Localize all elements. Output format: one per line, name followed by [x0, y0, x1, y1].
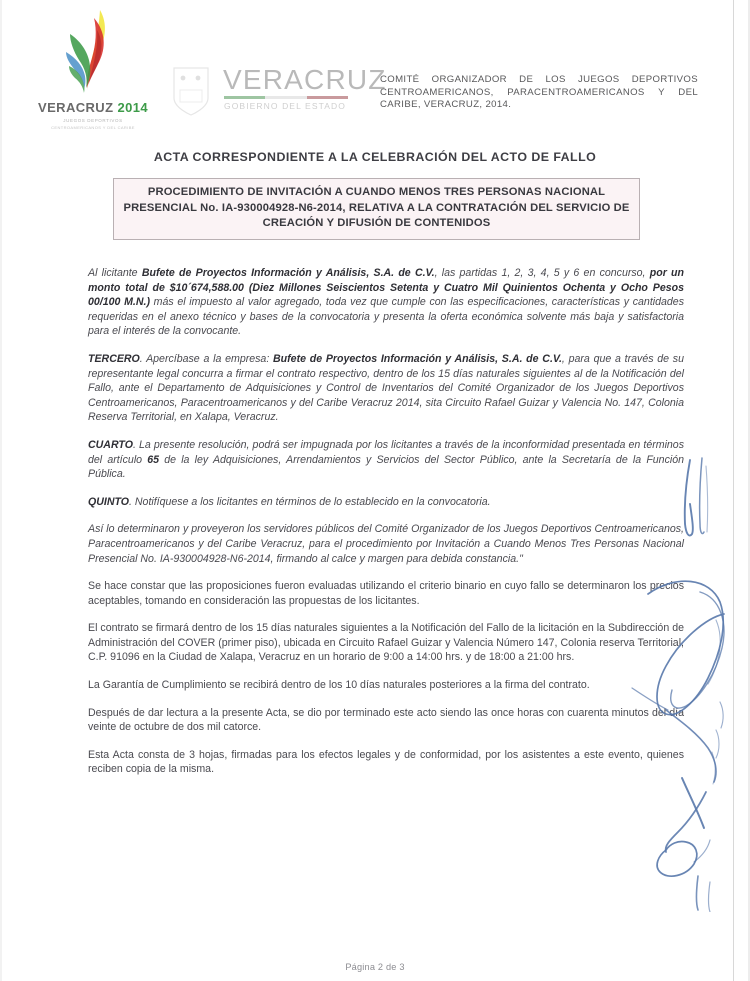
state-subtitle: GOBIERNO DEL ESTADO: [224, 101, 346, 111]
games-wordmark: [28, 100, 158, 130]
page-footer: Página 2 de 3: [345, 962, 405, 972]
paragraph-resolution-closing: Así lo determinaron y proveyeron los servidores públicos del Comité Organizador de los Juegos Deportivos Centroamericanos, Paracentroamericanos y del Caribe Veracruz, para el procedimiento por Invitación a Cuando Menos Tres Personas Nacional Presencial No. IA-930004928-N6-2014, firmando al calce y margen para debida constancia.": [88, 523, 684, 565]
p4-part-a: . Notifíquese a los licitantes en términos de lo establecido en la convocatoria.: [129, 495, 491, 508]
shield-icon: [168, 64, 214, 118]
scan-edge-left: [0, 0, 2, 981]
p1-part-a: Al licitante: [88, 267, 142, 279]
paragraph-contract-signing: El contrato se firmará dentro de los 15 días naturales siguientes a la Notificación del Fallo de la licitación en la Subdirección de Administración del COVER (primer piso), ubicada en Circuito Rafael Guizar y Valencia Número 147, Colonia reserva Territorial, C.P. 91096 en la Ciudad de Xalapa, Veracruz en un horario de 9:00 a 14:00 hrs. y de 18:00 a 21:00 hrs.: [88, 622, 684, 664]
state-government-logo: [168, 62, 387, 122]
paragraph-closing-time: Después de dar lectura a la presente Acta, se dio por terminado este acto siendo las once horas con cuarenta minutos del día veinte de octubre de dos mil catorce.: [88, 706, 684, 734]
page-title: ACTA CORRESPONDIENTE A LA CELEBRACIÓN DEL ACTO DE FALLO: [153, 150, 597, 164]
p1-part-c: , las partidas 1, 2, 3, 4, 5 y 6 en concurso,: [434, 267, 650, 279]
p2-label: TERCERO: [88, 352, 140, 365]
scan-edge-right: [733, 0, 734, 981]
paragraph-cuarto: [88, 438, 684, 482]
games-logo: [28, 8, 158, 134]
paragraph-guarantee: La Garantía de Cumplimiento se recibirá dentro de los 10 días naturales posteriores a la firma del contrato.: [88, 679, 590, 692]
state-wordmark: VERACRUZ: [223, 64, 387, 95]
p2-part-c: , para que a través de su representante legal concurra a firmar el contrato respectivo, dentro de los 15 días naturales siguientes al de la Notificación del Fallo, ante el Departamento de Adquisiciones y Control de Inventarios del Comité Organizador de los Juegos Deportivos Centroamericanos, Paracentroamericanos y del Caribe Veracruz 2014, sita Circuito Rafael Guizar y Valencia No. 147, Colonia Reserva Territorial, en Xalapa, Veracruz.: [88, 352, 684, 424]
paragraph-award: [88, 266, 684, 339]
p1-amount: por un monto total de $10´674,588.00 (Diez Millones Seiscientos Setenta y Cuatro Mil Quinientos Ochenta y Ocho Pesos 00/100 M.N.): [88, 267, 684, 309]
games-wordmark-veracruz: VERACRUZ: [38, 100, 118, 115]
p3-article-number: 65: [147, 453, 160, 466]
paragraph-binary-criterion: Se hace constar que las proposiciones fueron evaluadas utilizando el criterio binario en cuyo fallo se determinaron los precios aceptables, tomando en consideración las propuestas de los licitantes.: [88, 580, 684, 607]
p3-label: CUARTO: [88, 438, 133, 451]
paragraph-tercero: [88, 352, 684, 425]
games-tagline-1: JUEGOS DEPORTIVOS: [63, 118, 123, 123]
p1-bidder-name: Bufete de Proyectos Información y Análisis, S.A. de C.V.: [141, 267, 435, 279]
p3-part-c: de la ley Adquisiciones, Arrendamientos y Servicios del Sector Público, ante la Secretaría de la Función Pública.: [88, 453, 685, 481]
p4-label: QUINTO: [88, 495, 130, 508]
document-header: [0, 6, 750, 136]
p1-part-d: más el impuesto al valor agregado, toda vez que cumple con las especificaciones, características y cantidades requeridas en el anexo técnico y bases de la convocatoria y presenta la oferta económica solvente más baja y satisfactoria para el interés de la convocante.: [88, 296, 684, 338]
p2-company: Bufete de Proyectos Información y Análisis, S.A. de C.V.: [273, 352, 562, 365]
committee-heading: COMITÉ ORGANIZADOR DE LOS JUEGOS DEPORTIVOS CENTROAMERICANOS, PARACENTROAMERICANOS Y DEL CARIBE, VERACRUZ, 2014.: [380, 74, 698, 110]
flame-icon: [56, 8, 126, 96]
paragraph-quinto: [88, 495, 684, 510]
procedure-title-box: PROCEDIMIENTO DE INVITACIÓN A CUANDO MENOS TRES PERSONAS NACIONAL PRESENCIAL No. IA-930004928-N6-2014, RELATIVA A LA CONTRATACIÓN DEL SERVICIO DE CREACIÓN Y DIFUSIÓN DE CONTENIDOS: [113, 178, 640, 240]
tricolor-rule: [224, 96, 348, 99]
p2-part-a: . Apercíbase a la empresa:: [139, 352, 274, 365]
p3-part-a: . La presente resolución, podrá ser impugnada por los licitantes a través de la inconformidad presentada en términos del artículo: [88, 438, 684, 466]
games-wordmark-year: 2014: [117, 100, 148, 115]
document-body: [88, 266, 684, 790]
paragraph-pages-count: Esta Acta consta de 3 hojas, firmadas para los efectos legales y de conformidad, por los asistentes a este evento, quienes reciben copia de la misma.: [88, 748, 684, 776]
games-tagline-2: CENTROAMERICANOS Y DEL CARIBE: [51, 124, 135, 130]
